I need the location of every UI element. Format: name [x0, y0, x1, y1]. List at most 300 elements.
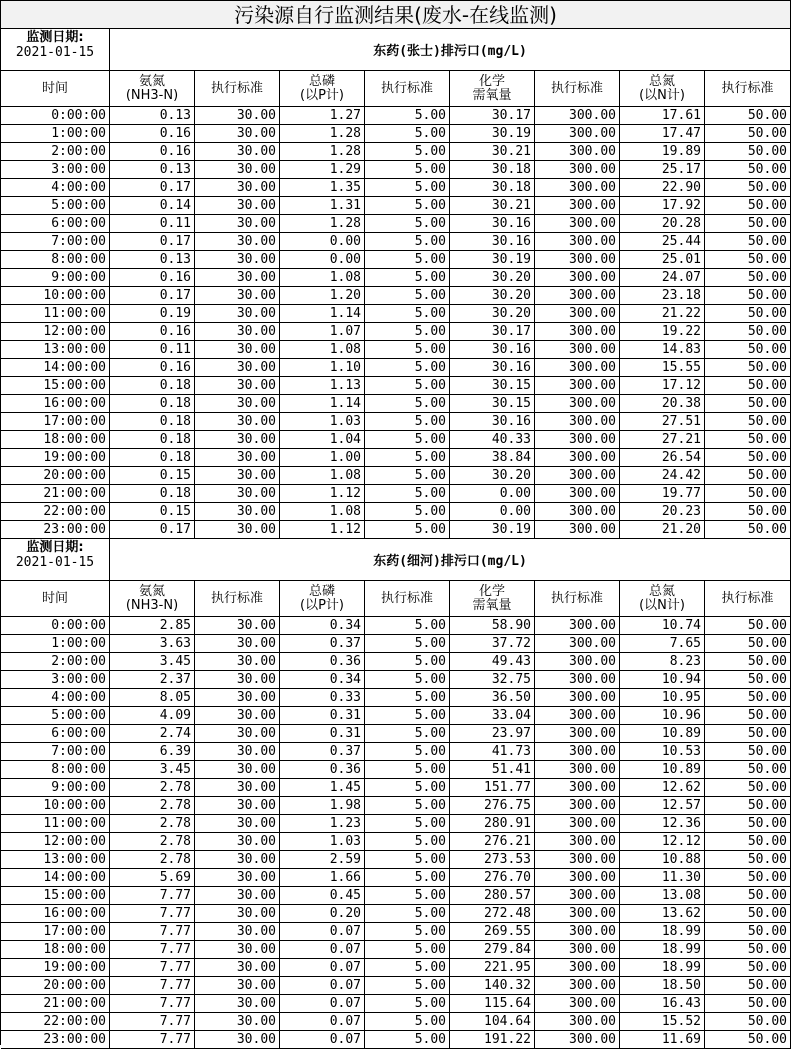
value-cell-total-nitrogen: 22.90	[620, 179, 705, 197]
value-cell-nitrogen-standard: 50.00	[705, 125, 791, 143]
value-cell-ammonia-standard: 30.00	[195, 797, 280, 815]
value-cell-cod: 30.16	[450, 413, 535, 431]
value-cell-total-phosphorus: 0.07	[280, 941, 365, 959]
value-cell-ammonia-standard: 30.00	[195, 923, 280, 941]
value-cell-cod-standard: 300.00	[535, 287, 620, 305]
value-cell-total-phosphorus: 0.07	[280, 995, 365, 1013]
value-cell-ammonia-standard: 30.00	[195, 233, 280, 251]
row-time-cell: 1:00:00	[1, 125, 110, 143]
value-cell-ammonia-standard: 30.00	[195, 179, 280, 197]
value-cell-total-nitrogen: 25.01	[620, 251, 705, 269]
row-time-cell: 3:00:00	[1, 161, 110, 179]
value-cell-ammonia: 2.78	[110, 833, 195, 851]
value-cell-ammonia: 0.17	[110, 287, 195, 305]
row-time-cell: 20:00:00	[1, 467, 110, 485]
outlet-title: 东药(细河)排污口(mg/L)	[110, 539, 791, 581]
value-cell-ammonia-standard: 30.00	[195, 323, 280, 341]
column-header-ammonia-standard	[195, 71, 280, 107]
column-header-total-phosphorus	[280, 71, 365, 107]
value-cell-phosphorus-standard: 5.00	[365, 413, 450, 431]
value-cell-cod-standard: 300.00	[535, 779, 620, 797]
value-cell-cod-standard: 300.00	[535, 671, 620, 689]
value-cell-cod-standard: 300.00	[535, 869, 620, 887]
value-cell-ammonia-standard: 30.00	[195, 503, 280, 521]
row-time-cell: 5:00:00	[1, 707, 110, 725]
row-time-cell: 21:00:00	[1, 485, 110, 503]
value-cell-total-phosphorus: 1.31	[280, 197, 365, 215]
column-header-text: 执行标准	[721, 590, 774, 606]
value-cell-cod-standard: 300.00	[535, 179, 620, 197]
column-header-text: 执行标准	[210, 80, 263, 96]
value-cell-cod-standard: 300.00	[535, 707, 620, 725]
value-cell-total-phosphorus: 1.08	[280, 341, 365, 359]
value-cell-phosphorus-standard: 5.00	[365, 431, 450, 449]
value-cell-total-nitrogen: 11.69	[620, 1031, 705, 1049]
row-time-cell: 13:00:00	[1, 851, 110, 869]
value-cell-ammonia: 0.17	[110, 521, 195, 539]
value-cell-total-nitrogen: 20.38	[620, 395, 705, 413]
value-cell-total-nitrogen: 20.23	[620, 503, 705, 521]
value-cell-total-nitrogen: 17.61	[620, 107, 705, 125]
value-cell-phosphorus-standard: 5.00	[365, 635, 450, 653]
value-cell-nitrogen-standard: 50.00	[705, 905, 791, 923]
value-cell-phosphorus-standard: 5.00	[365, 653, 450, 671]
row-time-cell: 9:00:00	[1, 269, 110, 287]
value-cell-total-phosphorus: 1.23	[280, 815, 365, 833]
value-cell-phosphorus-standard: 5.00	[365, 305, 450, 323]
value-cell-phosphorus-standard: 5.00	[365, 197, 450, 215]
value-cell-nitrogen-standard: 50.00	[705, 431, 791, 449]
value-cell-cod-standard: 300.00	[535, 251, 620, 269]
value-cell-nitrogen-standard: 50.00	[705, 707, 791, 725]
value-cell-nitrogen-standard: 50.00	[705, 341, 791, 359]
value-cell-total-nitrogen: 23.18	[620, 287, 705, 305]
value-cell-cod-standard: 300.00	[535, 905, 620, 923]
value-cell-phosphorus-standard: 5.00	[365, 521, 450, 539]
value-cell-total-nitrogen: 24.42	[620, 467, 705, 485]
value-cell-phosphorus-standard: 5.00	[365, 251, 450, 269]
value-cell-cod-standard: 300.00	[535, 395, 620, 413]
value-cell-total-nitrogen: 16.43	[620, 995, 705, 1013]
row-time-cell: 14:00:00	[1, 359, 110, 377]
value-cell-nitrogen-standard: 50.00	[705, 671, 791, 689]
value-cell-total-phosphorus: 1.08	[280, 269, 365, 287]
value-cell-total-phosphorus: 1.13	[280, 377, 365, 395]
value-cell-ammonia-standard: 30.00	[195, 377, 280, 395]
row-time-cell: 22:00:00	[1, 503, 110, 521]
value-cell-total-phosphorus: 1.28	[280, 143, 365, 161]
value-cell-phosphorus-standard: 5.00	[365, 923, 450, 941]
value-cell-total-nitrogen: 21.20	[620, 521, 705, 539]
value-cell-ammonia: 0.11	[110, 215, 195, 233]
value-cell-cod: 30.21	[450, 143, 535, 161]
value-cell-cod-standard: 300.00	[535, 617, 620, 635]
value-cell-nitrogen-standard: 50.00	[705, 851, 791, 869]
value-cell-phosphorus-standard: 5.00	[365, 851, 450, 869]
value-cell-total-phosphorus: 1.45	[280, 779, 365, 797]
row-time-cell: 11:00:00	[1, 305, 110, 323]
value-cell-nitrogen-standard: 50.00	[705, 215, 791, 233]
value-cell-cod: 30.20	[450, 467, 535, 485]
value-cell-nitrogen-standard: 50.00	[705, 377, 791, 395]
value-cell-ammonia: 3.45	[110, 761, 195, 779]
column-header-text: 需氧量	[472, 597, 512, 613]
value-cell-total-nitrogen: 13.62	[620, 905, 705, 923]
value-cell-ammonia: 7.77	[110, 977, 195, 995]
value-cell-cod: 221.95	[450, 959, 535, 977]
value-cell-nitrogen-standard: 50.00	[705, 833, 791, 851]
row-time-cell: 13:00:00	[1, 341, 110, 359]
value-cell-cod-standard: 300.00	[535, 833, 620, 851]
value-cell-phosphorus-standard: 5.00	[365, 743, 450, 761]
value-cell-total-nitrogen: 19.77	[620, 485, 705, 503]
value-cell-ammonia: 0.18	[110, 413, 195, 431]
column-header-text: (以P计)	[300, 87, 344, 103]
value-cell-total-phosphorus: 1.07	[280, 323, 365, 341]
value-cell-ammonia-standard: 30.00	[195, 197, 280, 215]
value-cell-phosphorus-standard: 5.00	[365, 467, 450, 485]
value-cell-ammonia: 7.77	[110, 959, 195, 977]
row-time-cell: 4:00:00	[1, 689, 110, 707]
value-cell-cod-standard: 300.00	[535, 359, 620, 377]
row-time-cell: 21:00:00	[1, 995, 110, 1013]
value-cell-ammonia-standard: 30.00	[195, 671, 280, 689]
value-cell-cod-standard: 300.00	[535, 725, 620, 743]
value-cell-nitrogen-standard: 50.00	[705, 449, 791, 467]
value-cell-cod: 58.90	[450, 617, 535, 635]
value-cell-total-phosphorus: 0.00	[280, 233, 365, 251]
row-time-cell: 2:00:00	[1, 653, 110, 671]
value-cell-total-phosphorus: 0.00	[280, 251, 365, 269]
value-cell-nitrogen-standard: 50.00	[705, 761, 791, 779]
column-header-cod-standard	[535, 71, 620, 107]
value-cell-nitrogen-standard: 50.00	[705, 467, 791, 485]
value-cell-nitrogen-standard: 50.00	[705, 635, 791, 653]
value-cell-total-nitrogen: 10.53	[620, 743, 705, 761]
column-header-text: 时间	[41, 590, 68, 606]
value-cell-phosphorus-standard: 5.00	[365, 797, 450, 815]
value-cell-total-phosphorus: 1.03	[280, 833, 365, 851]
value-cell-total-phosphorus: 1.35	[280, 179, 365, 197]
value-cell-cod: 30.17	[450, 323, 535, 341]
value-cell-total-nitrogen: 18.50	[620, 977, 705, 995]
value-cell-cod: 30.16	[450, 233, 535, 251]
value-cell-nitrogen-standard: 50.00	[705, 923, 791, 941]
value-cell-cod: 41.73	[450, 743, 535, 761]
value-cell-total-nitrogen: 13.08	[620, 887, 705, 905]
value-cell-nitrogen-standard: 50.00	[705, 869, 791, 887]
value-cell-ammonia-standard: 30.00	[195, 851, 280, 869]
value-cell-total-nitrogen: 12.62	[620, 779, 705, 797]
value-cell-phosphorus-standard: 5.00	[365, 779, 450, 797]
value-cell-total-phosphorus: 0.07	[280, 923, 365, 941]
value-cell-total-nitrogen: 26.54	[620, 449, 705, 467]
row-time-cell: 19:00:00	[1, 959, 110, 977]
column-header-text: 执行标准	[210, 590, 263, 606]
value-cell-ammonia: 2.37	[110, 671, 195, 689]
value-cell-ammonia: 0.16	[110, 143, 195, 161]
column-header-text: 执行标准	[380, 80, 433, 96]
row-time-cell: 4:00:00	[1, 179, 110, 197]
value-cell-cod-standard: 300.00	[535, 215, 620, 233]
value-cell-phosphorus-standard: 5.00	[365, 905, 450, 923]
value-cell-total-nitrogen: 17.92	[620, 197, 705, 215]
row-time-cell: 22:00:00	[1, 1013, 110, 1031]
value-cell-cod-standard: 300.00	[535, 449, 620, 467]
value-cell-total-phosphorus: 1.29	[280, 161, 365, 179]
value-cell-cod-standard: 300.00	[535, 197, 620, 215]
value-cell-total-phosphorus: 1.14	[280, 395, 365, 413]
value-cell-total-nitrogen: 20.28	[620, 215, 705, 233]
value-cell-nitrogen-standard: 50.00	[705, 161, 791, 179]
value-cell-cod-standard: 300.00	[535, 305, 620, 323]
value-cell-total-phosphorus: 1.08	[280, 467, 365, 485]
value-cell-ammonia-standard: 30.00	[195, 779, 280, 797]
value-cell-nitrogen-standard: 50.00	[705, 689, 791, 707]
value-cell-phosphorus-standard: 5.00	[365, 359, 450, 377]
value-cell-nitrogen-standard: 50.00	[705, 197, 791, 215]
value-cell-ammonia-standard: 30.00	[195, 1013, 280, 1031]
value-cell-total-phosphorus: 1.10	[280, 359, 365, 377]
value-cell-phosphorus-standard: 5.00	[365, 995, 450, 1013]
value-cell-cod: 30.15	[450, 377, 535, 395]
value-cell-cod-standard: 300.00	[535, 413, 620, 431]
value-cell-total-nitrogen: 11.30	[620, 869, 705, 887]
value-cell-cod-standard: 300.00	[535, 941, 620, 959]
value-cell-nitrogen-standard: 50.00	[705, 269, 791, 287]
value-cell-phosphorus-standard: 5.00	[365, 815, 450, 833]
monitoring-date-value: 2021-01-15	[15, 45, 95, 60]
value-cell-ammonia: 7.77	[110, 1031, 195, 1049]
value-cell-ammonia-standard: 30.00	[195, 833, 280, 851]
value-cell-cod-standard: 300.00	[535, 923, 620, 941]
row-time-cell: 11:00:00	[1, 815, 110, 833]
value-cell-ammonia: 0.14	[110, 197, 195, 215]
value-cell-cod-standard: 300.00	[535, 485, 620, 503]
value-cell-total-nitrogen: 19.89	[620, 143, 705, 161]
value-cell-cod: 280.91	[450, 815, 535, 833]
value-cell-cod: 36.50	[450, 689, 535, 707]
row-time-cell: 7:00:00	[1, 233, 110, 251]
row-time-cell: 5:00:00	[1, 197, 110, 215]
value-cell-total-phosphorus: 0.07	[280, 1031, 365, 1049]
value-cell-ammonia: 6.39	[110, 743, 195, 761]
value-cell-cod: 30.17	[450, 107, 535, 125]
column-header-text: 总磷	[308, 73, 335, 89]
value-cell-cod: 276.70	[450, 869, 535, 887]
value-cell-nitrogen-standard: 50.00	[705, 503, 791, 521]
row-time-cell: 20:00:00	[1, 977, 110, 995]
value-cell-total-phosphorus: 1.27	[280, 107, 365, 125]
value-cell-total-nitrogen: 25.17	[620, 161, 705, 179]
column-header-text: (以P计)	[300, 597, 344, 613]
value-cell-ammonia-standard: 30.00	[195, 869, 280, 887]
value-cell-ammonia-standard: 30.00	[195, 359, 280, 377]
value-cell-total-nitrogen: 18.99	[620, 941, 705, 959]
value-cell-ammonia: 0.11	[110, 341, 195, 359]
value-cell-phosphorus-standard: 5.00	[365, 761, 450, 779]
value-cell-phosphorus-standard: 5.00	[365, 725, 450, 743]
value-cell-ammonia: 0.18	[110, 449, 195, 467]
value-cell-total-phosphorus: 0.37	[280, 743, 365, 761]
value-cell-cod: 51.41	[450, 761, 535, 779]
value-cell-cod-standard: 300.00	[535, 977, 620, 995]
value-cell-total-nitrogen: 8.23	[620, 653, 705, 671]
value-cell-ammonia: 0.16	[110, 359, 195, 377]
monitoring-date-value: 2021-01-15	[15, 555, 95, 570]
value-cell-nitrogen-standard: 50.00	[705, 521, 791, 539]
column-header-text: (NH3-N)	[125, 87, 179, 103]
value-cell-cod-standard: 300.00	[535, 107, 620, 125]
value-cell-ammonia-standard: 30.00	[195, 287, 280, 305]
value-cell-nitrogen-standard: 50.00	[705, 887, 791, 905]
value-cell-phosphorus-standard: 5.00	[365, 977, 450, 995]
column-header-total-nitrogen	[620, 581, 705, 617]
value-cell-cod-standard: 300.00	[535, 995, 620, 1013]
value-cell-total-phosphorus: 1.14	[280, 305, 365, 323]
value-cell-total-phosphorus: 1.12	[280, 485, 365, 503]
value-cell-total-phosphorus: 1.00	[280, 449, 365, 467]
value-cell-ammonia: 0.18	[110, 431, 195, 449]
value-cell-total-phosphorus: 1.20	[280, 287, 365, 305]
value-cell-nitrogen-standard: 50.00	[705, 359, 791, 377]
column-header-text: 时间	[41, 80, 68, 96]
value-cell-cod-standard: 300.00	[535, 743, 620, 761]
value-cell-ammonia: 2.78	[110, 851, 195, 869]
value-cell-nitrogen-standard: 50.00	[705, 959, 791, 977]
value-cell-cod-standard: 300.00	[535, 467, 620, 485]
value-cell-ammonia-standard: 30.00	[195, 395, 280, 413]
value-cell-cod-standard: 300.00	[535, 851, 620, 869]
column-header-time	[1, 71, 110, 107]
value-cell-total-nitrogen: 15.52	[620, 1013, 705, 1031]
column-header-cod	[450, 581, 535, 617]
value-cell-phosphorus-standard: 5.00	[365, 323, 450, 341]
column-header-text: 总磷	[308, 583, 335, 599]
value-cell-nitrogen-standard: 50.00	[705, 797, 791, 815]
value-cell-phosphorus-standard: 5.00	[365, 143, 450, 161]
value-cell-ammonia: 0.18	[110, 377, 195, 395]
value-cell-nitrogen-standard: 50.00	[705, 413, 791, 431]
value-cell-total-phosphorus: 1.28	[280, 215, 365, 233]
row-time-cell: 17:00:00	[1, 413, 110, 431]
value-cell-nitrogen-standard: 50.00	[705, 653, 791, 671]
value-cell-cod-standard: 300.00	[535, 1031, 620, 1049]
column-header-ammonia	[110, 71, 195, 107]
value-cell-total-nitrogen: 17.47	[620, 125, 705, 143]
value-cell-ammonia: 7.77	[110, 905, 195, 923]
value-cell-nitrogen-standard: 50.00	[705, 995, 791, 1013]
value-cell-total-phosphorus: 1.08	[280, 503, 365, 521]
value-cell-ammonia-standard: 30.00	[195, 887, 280, 905]
value-cell-ammonia: 7.77	[110, 941, 195, 959]
value-cell-total-phosphorus: 0.34	[280, 671, 365, 689]
value-cell-ammonia: 8.05	[110, 689, 195, 707]
value-cell-ammonia-standard: 30.00	[195, 449, 280, 467]
row-time-cell: 17:00:00	[1, 923, 110, 941]
value-cell-total-nitrogen: 10.96	[620, 707, 705, 725]
value-cell-ammonia: 7.77	[110, 923, 195, 941]
value-cell-nitrogen-standard: 50.00	[705, 233, 791, 251]
value-cell-phosphorus-standard: 5.00	[365, 449, 450, 467]
value-cell-ammonia-standard: 30.00	[195, 635, 280, 653]
value-cell-ammonia: 0.15	[110, 467, 195, 485]
value-cell-nitrogen-standard: 50.00	[705, 941, 791, 959]
value-cell-phosphorus-standard: 5.00	[365, 269, 450, 287]
value-cell-phosphorus-standard: 5.00	[365, 377, 450, 395]
value-cell-ammonia-standard: 30.00	[195, 977, 280, 995]
column-header-total-phosphorus	[280, 581, 365, 617]
value-cell-total-nitrogen: 14.83	[620, 341, 705, 359]
value-cell-cod-standard: 300.00	[535, 143, 620, 161]
value-cell-ammonia: 0.15	[110, 503, 195, 521]
row-time-cell: 6:00:00	[1, 215, 110, 233]
value-cell-phosphorus-standard: 5.00	[365, 161, 450, 179]
value-cell-phosphorus-standard: 5.00	[365, 707, 450, 725]
column-header-text: 总氮	[648, 583, 675, 599]
row-time-cell: 8:00:00	[1, 251, 110, 269]
value-cell-cod: 30.16	[450, 359, 535, 377]
value-cell-phosphorus-standard: 5.00	[365, 503, 450, 521]
value-cell-nitrogen-standard: 50.00	[705, 1031, 791, 1049]
value-cell-nitrogen-standard: 50.00	[705, 779, 791, 797]
value-cell-ammonia-standard: 30.00	[195, 959, 280, 977]
value-cell-ammonia-standard: 30.00	[195, 725, 280, 743]
value-cell-cod-standard: 300.00	[535, 323, 620, 341]
value-cell-ammonia-standard: 30.00	[195, 905, 280, 923]
value-cell-phosphorus-standard: 5.00	[365, 1031, 450, 1049]
value-cell-phosphorus-standard: 5.00	[365, 215, 450, 233]
row-time-cell: 9:00:00	[1, 779, 110, 797]
value-cell-cod-standard: 300.00	[535, 635, 620, 653]
value-cell-cod-standard: 300.00	[535, 341, 620, 359]
value-cell-total-phosphorus: 1.28	[280, 125, 365, 143]
value-cell-cod-standard: 300.00	[535, 797, 620, 815]
row-time-cell: 0:00:00	[1, 617, 110, 635]
value-cell-cod: 33.04	[450, 707, 535, 725]
column-header-text: 需氧量	[472, 87, 512, 103]
value-cell-total-phosphorus: 1.12	[280, 521, 365, 539]
value-cell-cod: 280.57	[450, 887, 535, 905]
value-cell-cod: 30.19	[450, 125, 535, 143]
value-cell-ammonia-standard: 30.00	[195, 305, 280, 323]
value-cell-ammonia: 0.17	[110, 179, 195, 197]
value-cell-ammonia-standard: 30.00	[195, 431, 280, 449]
row-time-cell: 8:00:00	[1, 761, 110, 779]
value-cell-nitrogen-standard: 50.00	[705, 395, 791, 413]
value-cell-phosphorus-standard: 5.00	[365, 833, 450, 851]
value-cell-total-nitrogen: 12.57	[620, 797, 705, 815]
value-cell-ammonia-standard: 30.00	[195, 995, 280, 1013]
value-cell-ammonia: 5.69	[110, 869, 195, 887]
value-cell-phosphorus-standard: 5.00	[365, 869, 450, 887]
column-header-text: 化学	[478, 583, 505, 599]
value-cell-ammonia: 2.74	[110, 725, 195, 743]
value-cell-ammonia-standard: 30.00	[195, 341, 280, 359]
value-cell-ammonia-standard: 30.00	[195, 941, 280, 959]
value-cell-total-nitrogen: 17.12	[620, 377, 705, 395]
value-cell-total-phosphorus: 0.33	[280, 689, 365, 707]
value-cell-cod: 104.64	[450, 1013, 535, 1031]
value-cell-nitrogen-standard: 50.00	[705, 1013, 791, 1031]
value-cell-ammonia-standard: 30.00	[195, 215, 280, 233]
value-cell-ammonia-standard: 30.00	[195, 143, 280, 161]
value-cell-phosphorus-standard: 5.00	[365, 287, 450, 305]
value-cell-total-phosphorus: 0.07	[280, 977, 365, 995]
value-cell-ammonia: 2.85	[110, 617, 195, 635]
value-cell-cod: 276.75	[450, 797, 535, 815]
value-cell-cod: 115.64	[450, 995, 535, 1013]
